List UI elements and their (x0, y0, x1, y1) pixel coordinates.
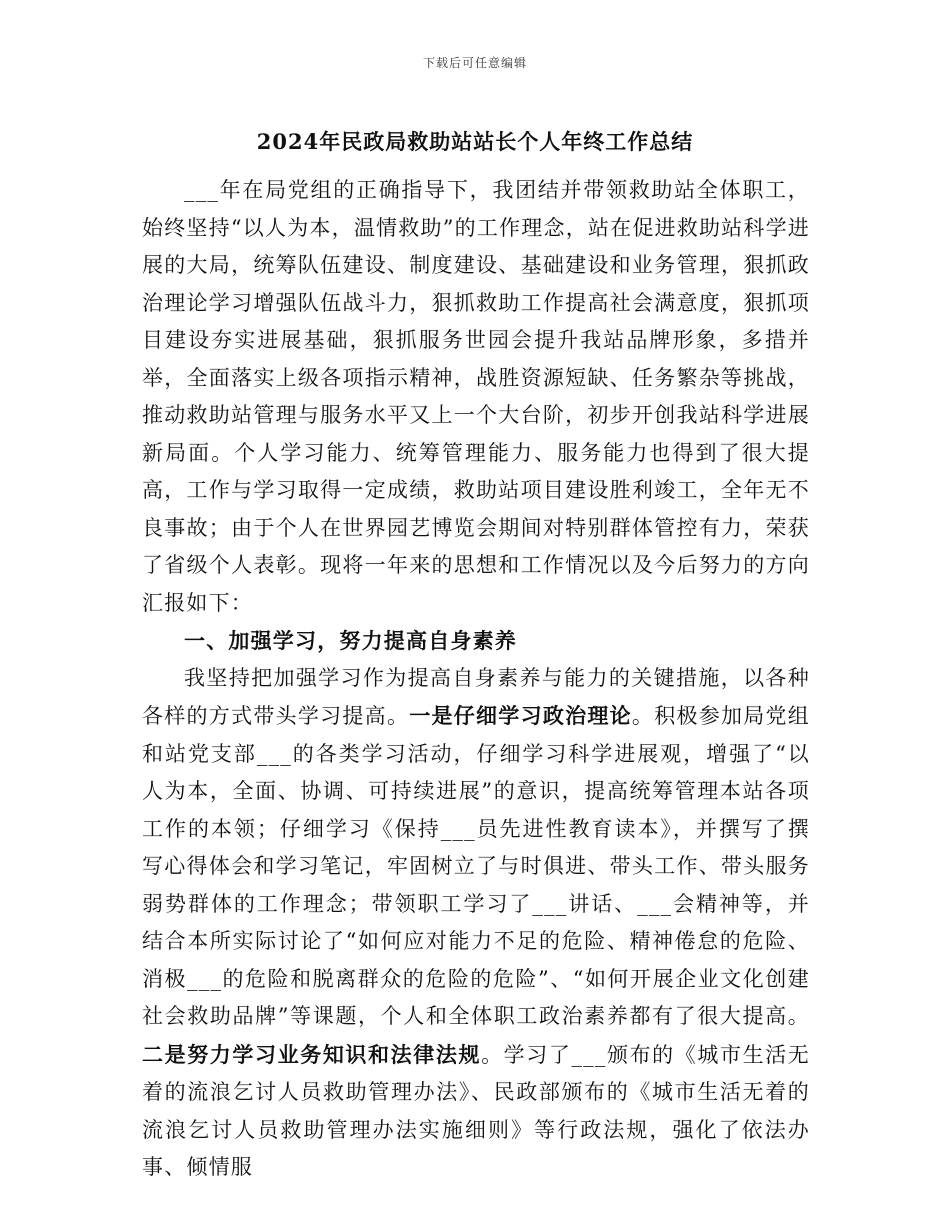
bold-point-one: 一是仔细学习政治理论 (409, 703, 632, 728)
section-paragraph (142, 660, 810, 1187)
section-heading: 一、加强学习，努力提高自身素养 (184, 628, 517, 653)
document-body (142, 172, 810, 1187)
paragraph-text-start: 我坚持把加强学习作为提高自身素养与能力的关键措施，以各种各样的方式带头学习提高。 (142, 665, 810, 728)
page-header: 下载后可任意编辑 (422, 56, 527, 70)
bold-point-two: 二是努力学习业务知识和法律法规 (142, 1041, 482, 1067)
intro-paragraph: ___年在局党组的正确指导下，我团结并带领救助站全体职工，始终坚持“以人为本，温情救助”的工作理念，站在促进救助站科学进展的大局，统筹队伍建设、制度建设、基础建设和业务管理，狠抓政治理论学习增强队伍战斗力，狠抓救助工作提高社会满意度，狠抓项目建设夯实进展基础，狠抓服务世园会提升我站品牌形象，多措并举，全面落实上级各项指示精神，战胜资源短缺、任务繁杂等挑战，推动救助站管理与服务水平又上一个大台阶，初步开创我站科学进展新局面。个人学习能力、统筹管理能力、服务能力也得到了很大提高，工作与学习取得一定成绩，救助站项目建设胜利竣工，全年无不良事故；由于个人在世界园艺博览会期间对特别群体管控有力，荣获了省级个人表彰。现将一年来的思想和工作情况以及今后努力的方向汇报如下： (142, 178, 810, 615)
document-title: 2024年民政局救助站站长个人年终工作总结 (256, 129, 694, 154)
paragraph-text-end: 。学习了___颁布的《城市生活无着的流浪乞讨人员救助管理办法》、民政部颁布的《城市生活无着的流浪乞讨人员救助管理办法实施细则》等行政法规，强化了依法办事、倾情服 (142, 1042, 811, 1179)
paragraph-text-middle: 。积极参加局党组和站党支部___的各类学习活动，仔细学习科学进展观，增强了“以人为本，全面、协调、可持续进展”的意识，提高统筹管理本站各项工作的本领；仔细学习《保持___员先进性教育读本》，并撰写了撰写心得体会和学习笔记，牢固树立了与时俱进、带头工作、带头服务弱势群体的工作理念；带领职工学习了___讲话、___会精神等，并结合本所实际讨论了“如何应对能力不足的危险、精神倦怠的危险、消极___的危险和脱离群众的危险的危险”、“如何开展企业文化创建社会救助品牌”等课题，个人和全体职工政治素养都有了很大提高。 (142, 704, 811, 1028)
